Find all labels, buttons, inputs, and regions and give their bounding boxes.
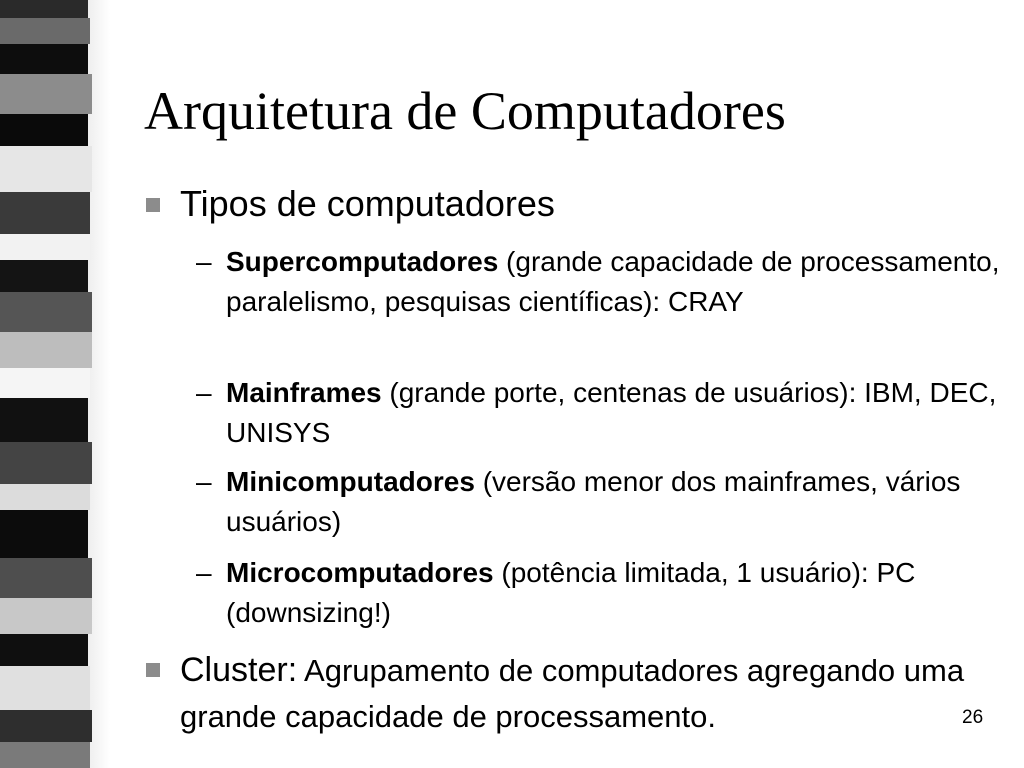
film-strip-segment: [0, 634, 88, 666]
film-strip-segment: [0, 742, 90, 768]
film-strip-segment: [0, 146, 92, 192]
square-bullet-icon: [146, 198, 160, 212]
subitem-term: Supercomputadores: [226, 246, 499, 277]
film-strip-segment: [0, 292, 92, 332]
decorative-film-strip: [0, 0, 100, 768]
film-strip-segment: [0, 558, 92, 598]
film-strip-segment: [0, 510, 88, 558]
subitem-term: Minicomputadores: [226, 466, 475, 497]
subitem-detail: (potência limitada, 1 usuário): PC (downsizing!): [226, 557, 916, 628]
dash-bullet-icon: –: [196, 557, 212, 588]
film-strip-segment: [0, 598, 92, 634]
bullet-text: [180, 647, 1000, 739]
subitem-detail: (grande porte, centenas de usuários): IBM, DEC, UNISYS: [226, 377, 997, 448]
film-strip-segment: [0, 332, 92, 368]
bullet-cluster: [144, 647, 1000, 739]
subitem-text: [226, 242, 1002, 322]
film-strip-segment: [0, 18, 90, 44]
film-strip-segment: [0, 234, 90, 260]
subitem-detail: (grande capacidade de processamento, paralelismo, pesquisas científicas): CRAY: [226, 246, 1000, 317]
bullet-tipos-de-computadores: [144, 182, 555, 226]
square-bullet-icon: [146, 663, 160, 677]
dash-bullet-icon: –: [196, 246, 212, 277]
film-strip-segment: [0, 260, 88, 292]
film-strip-segment: [0, 710, 92, 742]
slide-title: Arquitetura de Computadores: [144, 81, 786, 141]
film-strip-segment: [0, 368, 90, 398]
slide-number: 26: [962, 707, 984, 728]
subitem-text: [226, 462, 1002, 542]
subitem-supercomputadores: [196, 242, 1002, 322]
subitem-term: Microcomputadores: [226, 557, 494, 588]
subitem-mainframes: [196, 373, 1002, 453]
film-strip-segment: [0, 114, 88, 146]
cluster-label: Cluster:: [180, 651, 298, 689]
film-strip-segment: [0, 74, 92, 114]
bullet-text: Tipos de computadores: [180, 183, 555, 224]
subitem-microcomputadores: [196, 553, 1002, 633]
film-strip-segment: [0, 398, 88, 442]
dash-bullet-icon: –: [196, 377, 212, 408]
film-strip-segment: [0, 666, 90, 710]
film-strip-segment: [0, 484, 90, 510]
subitem-detail: (versão menor dos mainframes, vários usuários): [226, 466, 961, 537]
film-strip-segment: [0, 44, 88, 74]
film-strip-segment: [0, 442, 92, 484]
subitem-term: Mainframes: [226, 377, 382, 408]
subitem-text: [226, 373, 1002, 453]
film-strip-segment: [0, 0, 88, 18]
dash-bullet-icon: –: [196, 466, 212, 497]
cluster-description: Agrupamento de computadores agregando uma grande capacidade de processamento.: [180, 653, 965, 734]
subitem-minicomputadores: [196, 462, 1002, 542]
subitem-text: [226, 553, 1002, 633]
film-strip-segment: [0, 192, 90, 234]
